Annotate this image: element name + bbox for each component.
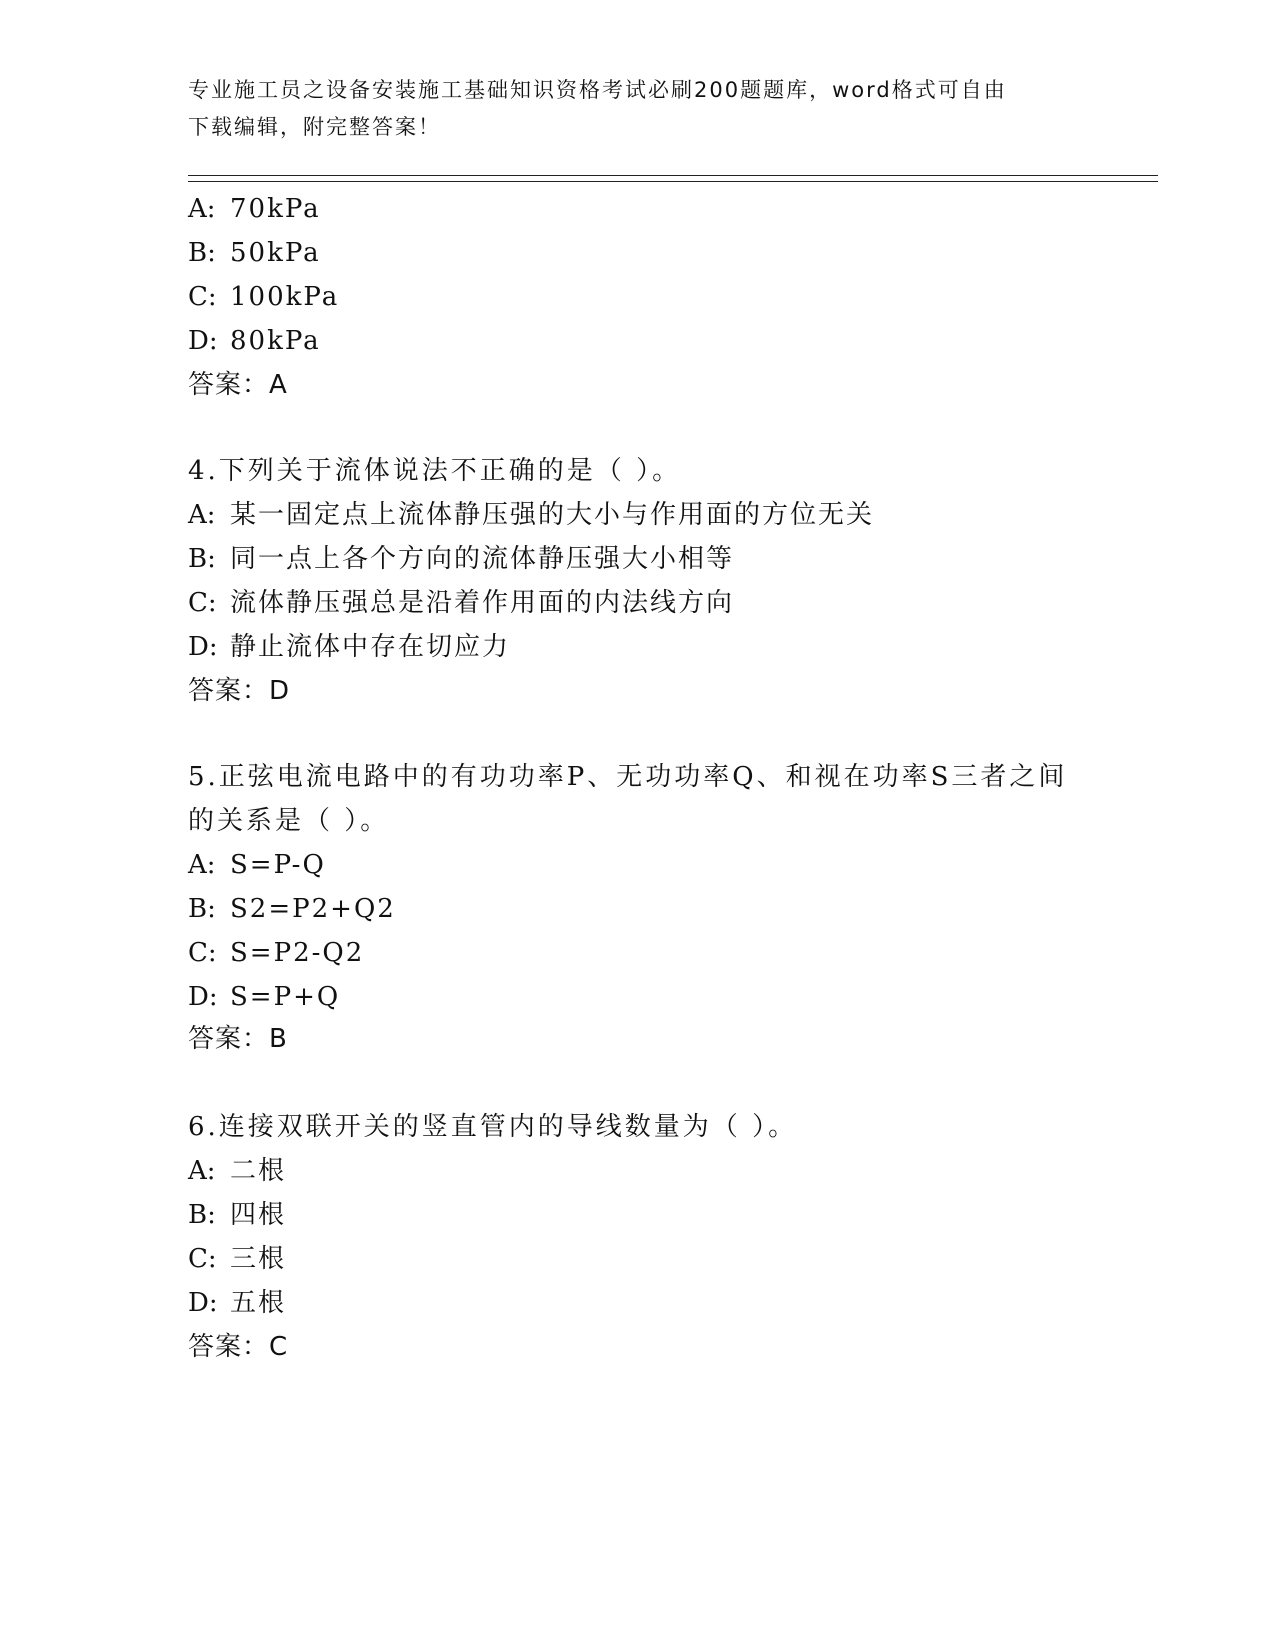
q4-option-a [188,498,874,532]
option-key: A: [188,1156,216,1186]
option-text: S=P+Q [230,982,341,1012]
option-text: 四根 [230,1200,287,1230]
option-key: B: [188,1200,216,1230]
q6-option-c [188,1242,286,1276]
header-line-2: 下载编辑，附完整答案！ [188,115,441,139]
option-key: A: [188,194,216,224]
q6-option-d [188,1286,286,1320]
q3-option-c [188,280,339,314]
q4-answer: 答案：D [188,676,291,706]
option-text: 70kPa [230,194,321,224]
q6-question: 6.连接双联开关的竖直管内的导线数量为（ ）。 [188,1112,798,1142]
q4-option-d [188,630,510,664]
option-text: 100kPa [230,282,340,312]
q5-option-a [188,848,326,882]
option-key: A: [188,500,216,530]
option-text: 二根 [230,1156,287,1186]
option-text: 某一固定点上流体静压强的大小与作用面的方位无关 [230,500,875,530]
option-text: S2=P2+Q2 [230,894,396,924]
header-divider-bottom [188,181,1158,182]
option-key: D: [188,326,218,356]
q3-option-a [188,192,321,226]
q6-answer: 答案：C [188,1332,289,1362]
q4-option-b [188,542,734,576]
option-text: 三根 [230,1244,287,1274]
header-divider-top [188,175,1158,176]
option-key: C: [188,1244,217,1274]
q4-question: 4.下列关于流体说法不正确的是（ ）。 [188,456,682,486]
option-text: 五根 [230,1288,287,1318]
option-text: 80kPa [230,326,321,356]
option-text: S=P2-Q2 [230,938,365,968]
q5-answer: 答案：B [188,1024,288,1054]
option-key: C: [188,282,217,312]
q5-option-c [188,936,364,970]
option-key: B: [188,894,216,924]
option-text: 流体静压强总是沿着作用面的内法线方向 [230,588,735,618]
q5-option-d [188,980,340,1014]
option-key: A: [188,850,216,880]
q6-option-b [188,1198,286,1232]
q3-answer: 答案：A [188,370,288,400]
option-key: D: [188,632,218,662]
q3-option-b [188,236,321,270]
q5-option-b [188,892,396,926]
option-text: S=P-Q [230,850,326,880]
option-key: B: [188,238,216,268]
q4-option-c [188,586,734,620]
document-header [188,72,1068,146]
header-line-1: 专业施工员之设备安装施工基础知识资格考试必刷200题题库，word格式可自由 [188,78,1007,102]
option-text: 同一点上各个方向的流体静压强大小相等 [230,544,735,574]
option-key: C: [188,938,217,968]
option-key: D: [188,1288,218,1318]
q6-option-a [188,1154,286,1188]
option-text: 静止流体中存在切应力 [230,632,511,662]
q5-question-line-2: 的关系是（ ）。 [188,806,390,836]
option-key: B: [188,544,216,574]
option-text: 50kPa [230,238,321,268]
q3-option-d [188,324,321,358]
option-key: C: [188,588,217,618]
option-key: D: [188,982,218,1012]
q5-question-line-1: 5.正弦电流电路中的有功功率P、无功功率Q、和视在功率S三者之间 [188,762,1068,792]
